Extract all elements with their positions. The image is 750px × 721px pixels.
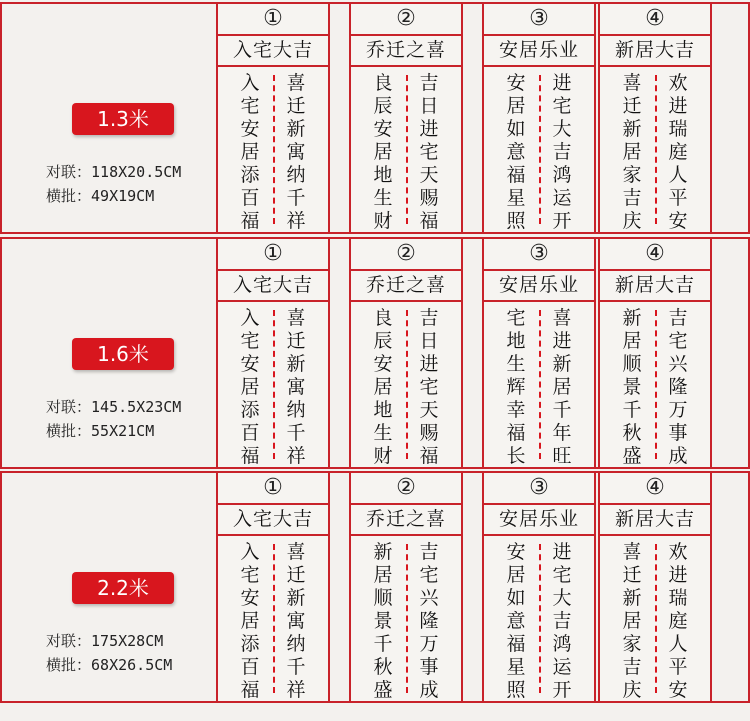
couplet-char: 庆 — [622, 210, 642, 232]
couplet-line-left — [612, 307, 652, 468]
couplet-char: 吉 — [419, 307, 439, 329]
couplet-char: 财 — [373, 210, 393, 232]
dashed-divider — [539, 544, 541, 693]
couplet-char: 入 — [240, 72, 260, 94]
couplet-card — [216, 473, 330, 701]
card-number: ④ — [600, 4, 710, 36]
couplet-char: 庆 — [622, 679, 642, 701]
size-section — [0, 237, 750, 469]
dashed-divider — [655, 310, 657, 459]
couplet-dimension — [46, 161, 181, 182]
couplet-lines — [600, 536, 710, 701]
couplet-char: 福 — [419, 445, 439, 467]
couplet-char: 百 — [240, 656, 260, 678]
couplet-char: 星 — [506, 187, 526, 209]
couplet-char: 良 — [373, 72, 393, 94]
couplet-lines — [484, 536, 594, 701]
couplet-char: 年 — [552, 422, 572, 444]
couplet-char: 安 — [668, 679, 688, 701]
couplet-char: 宅 — [419, 141, 439, 163]
couplet-char: 隆 — [419, 610, 439, 632]
couplet-char: 隆 — [668, 376, 688, 398]
couplet-char: 进 — [419, 353, 439, 375]
couplet-char: 兴 — [419, 587, 439, 609]
couplet-line-left — [363, 72, 403, 233]
couplet-char: 赐 — [419, 422, 439, 444]
card-number: ④ — [600, 473, 710, 505]
card-banner-text: 乔迁之喜 — [351, 271, 461, 302]
couplet-char: 新 — [552, 353, 572, 375]
couplet-char: 成 — [419, 679, 439, 701]
couplet-char: 日 — [419, 95, 439, 117]
couplet-line-right — [658, 541, 698, 702]
couplet-char: 居 — [240, 610, 260, 632]
couplet-char: 进 — [552, 330, 572, 352]
size-info-panel — [2, 239, 214, 467]
couplet-line-left — [363, 541, 403, 702]
couplet-line-right — [542, 307, 582, 468]
couplet-char: 吉 — [419, 72, 439, 94]
couplet-line-left — [496, 72, 536, 233]
couplet-line-left — [496, 307, 536, 468]
couplet-char: 迁 — [286, 95, 306, 117]
dashed-divider — [539, 310, 541, 459]
banner-dimension — [46, 654, 172, 675]
couplet-char: 吉 — [419, 541, 439, 563]
banner-dimension-value: 55X21CM — [91, 422, 155, 440]
couplet-lines — [351, 67, 461, 232]
couplet-char: 福 — [240, 210, 260, 232]
couplet-char: 居 — [506, 95, 526, 117]
couplet-char: 百 — [240, 422, 260, 444]
couplet-char: 迁 — [286, 330, 306, 352]
couplet-line-right — [658, 72, 698, 233]
couplet-char: 喜 — [286, 541, 306, 563]
card-banner-text: 新居大吉 — [600, 36, 710, 67]
couplet-char: 鸿 — [552, 164, 572, 186]
couplet-char: 迁 — [622, 564, 642, 586]
couplet-char: 秋 — [373, 656, 393, 678]
couplet-char: 宅 — [240, 564, 260, 586]
couplet-lines — [218, 302, 328, 467]
couplet-char: 百 — [240, 187, 260, 209]
dashed-divider — [655, 75, 657, 224]
banner-dimension-label: 横批： — [46, 187, 92, 205]
couplet-line-left — [230, 72, 270, 233]
card-banner-text: 入宅大吉 — [218, 36, 328, 67]
couplet-char: 事 — [668, 422, 688, 444]
couplet-char: 辰 — [373, 330, 393, 352]
couplet-char: 照 — [506, 210, 526, 232]
dashed-divider — [655, 544, 657, 693]
couplet-char: 吉 — [552, 610, 572, 632]
dashed-divider — [406, 544, 408, 693]
couplet-char: 事 — [419, 656, 439, 678]
size-badge: 1.6米 — [72, 338, 174, 370]
couplet-char: 照 — [506, 679, 526, 701]
couplet-char: 福 — [506, 422, 526, 444]
couplet-char: 纳 — [286, 164, 306, 186]
couplet-card — [216, 239, 330, 467]
couplet-char: 入 — [240, 307, 260, 329]
couplet-char: 赐 — [419, 187, 439, 209]
couplet-char: 纳 — [286, 399, 306, 421]
couplet-char: 天 — [419, 164, 439, 186]
couplet-char: 安 — [668, 210, 688, 232]
couplet-char: 如 — [506, 118, 526, 140]
couplet-char: 喜 — [622, 72, 642, 94]
couplet-char: 居 — [552, 376, 572, 398]
couplet-card — [349, 473, 463, 701]
size-badge: 2.2米 — [72, 572, 174, 604]
card-number: ③ — [484, 473, 594, 505]
couplet-char: 平 — [668, 187, 688, 209]
couplet-line-left — [363, 307, 403, 468]
couplet-char: 寓 — [286, 610, 306, 632]
couplet-char: 千 — [286, 187, 306, 209]
card-banner-text: 新居大吉 — [600, 505, 710, 536]
size-section — [0, 471, 750, 703]
couplet-char: 宅 — [240, 330, 260, 352]
couplet-char: 安 — [506, 541, 526, 563]
dashed-divider — [406, 75, 408, 224]
couplet-dimension-value: 145.5X23CM — [91, 398, 182, 416]
couplet-char: 天 — [419, 399, 439, 421]
couplet-char: 宅 — [552, 564, 572, 586]
couplet-char: 宅 — [506, 307, 526, 329]
couplet-char: 居 — [373, 376, 393, 398]
couplet-char: 大 — [552, 587, 572, 609]
couplet-char: 鸿 — [552, 633, 572, 655]
couplet-char: 家 — [622, 164, 642, 186]
card-number: ③ — [484, 4, 594, 36]
couplet-char: 意 — [506, 610, 526, 632]
couplet-char: 喜 — [622, 541, 642, 563]
couplet-card — [482, 4, 596, 232]
couplet-lines — [218, 536, 328, 701]
card-number: ① — [218, 4, 328, 36]
couplet-char: 地 — [373, 164, 393, 186]
couplet-char: 千 — [622, 399, 642, 421]
couplet-char: 进 — [552, 541, 572, 563]
couplet-char: 进 — [668, 95, 688, 117]
couplet-lines — [351, 536, 461, 701]
couplet-char: 添 — [240, 633, 260, 655]
couplet-char: 瑞 — [668, 587, 688, 609]
couplet-card — [482, 239, 596, 467]
couplet-char: 宅 — [552, 95, 572, 117]
couplet-lines — [484, 302, 594, 467]
couplet-char: 安 — [506, 72, 526, 94]
couplet-char: 财 — [373, 445, 393, 467]
couplet-char: 宅 — [240, 95, 260, 117]
couplet-char: 宅 — [668, 330, 688, 352]
couplet-char: 居 — [622, 610, 642, 632]
couplet-char: 开 — [552, 210, 572, 232]
couplet-char: 居 — [622, 330, 642, 352]
couplet-char: 安 — [373, 118, 393, 140]
couplet-char: 人 — [668, 633, 688, 655]
couplet-char: 顺 — [373, 587, 393, 609]
couplet-char: 辰 — [373, 95, 393, 117]
couplet-char: 生 — [373, 187, 393, 209]
couplet-char: 生 — [506, 353, 526, 375]
couplet-char: 新 — [286, 118, 306, 140]
couplet-line-right — [409, 541, 449, 702]
couplet-card — [349, 4, 463, 232]
couplet-card — [216, 4, 330, 232]
couplet-char: 新 — [622, 587, 642, 609]
card-banner-text: 安居乐业 — [484, 271, 594, 302]
couplet-char: 日 — [419, 330, 439, 352]
couplet-line-right — [658, 307, 698, 468]
couplet-char: 居 — [622, 141, 642, 163]
couplet-lines — [351, 302, 461, 467]
couplet-dimension-label: 对联： — [46, 632, 92, 650]
banner-dimension-label: 横批： — [46, 422, 92, 440]
couplet-char: 庭 — [668, 141, 688, 163]
couplet-char: 开 — [552, 679, 572, 701]
couplet-char: 盛 — [622, 445, 642, 467]
couplet-char: 旺 — [552, 445, 572, 467]
couplet-line-right — [542, 72, 582, 233]
couplet-char: 辉 — [506, 376, 526, 398]
couplet-char: 添 — [240, 399, 260, 421]
couplet-card — [598, 473, 712, 701]
card-banner-text: 入宅大吉 — [218, 505, 328, 536]
card-banner-text: 乔迁之喜 — [351, 36, 461, 67]
banner-dimension-value: 68X26.5CM — [91, 656, 173, 674]
couplet-line-right — [409, 72, 449, 233]
card-number: ① — [218, 473, 328, 505]
card-number: ② — [351, 239, 461, 271]
couplet-char: 新 — [286, 353, 306, 375]
couplet-char: 欢 — [668, 541, 688, 563]
couplet-dimension-label: 对联： — [46, 163, 92, 181]
couplet-char: 宅 — [419, 564, 439, 586]
couplet-char: 长 — [506, 445, 526, 467]
couplet-char: 吉 — [668, 307, 688, 329]
couplet-card — [598, 239, 712, 467]
couplet-char: 千 — [286, 422, 306, 444]
couplet-lines — [600, 302, 710, 467]
couplet-char: 寓 — [286, 141, 306, 163]
couplet-line-left — [496, 541, 536, 702]
couplet-char: 千 — [286, 656, 306, 678]
couplet-line-right — [276, 307, 316, 468]
couplet-lines — [600, 67, 710, 232]
couplet-char: 喜 — [286, 72, 306, 94]
couplet-char: 地 — [506, 330, 526, 352]
couplet-char: 居 — [373, 564, 393, 586]
couplet-char: 大 — [552, 118, 572, 140]
couplet-char: 福 — [506, 633, 526, 655]
size-badge: 1.3米 — [72, 103, 174, 135]
couplet-char: 安 — [240, 118, 260, 140]
card-banner-text: 安居乐业 — [484, 36, 594, 67]
couplet-card — [598, 4, 712, 232]
couplet-char: 迁 — [286, 564, 306, 586]
couplet-lines — [484, 67, 594, 232]
couplet-char: 福 — [240, 445, 260, 467]
couplet-dimension — [46, 396, 181, 417]
dashed-divider — [406, 310, 408, 459]
dashed-divider — [273, 544, 275, 693]
couplet-char: 瑞 — [668, 118, 688, 140]
couplet-char: 生 — [373, 422, 393, 444]
couplet-char: 顺 — [622, 353, 642, 375]
couplet-char: 安 — [240, 353, 260, 375]
couplet-char: 欢 — [668, 72, 688, 94]
couplet-char: 吉 — [622, 187, 642, 209]
couplet-char: 地 — [373, 399, 393, 421]
couplet-line-right — [409, 307, 449, 468]
size-section — [0, 2, 750, 234]
couplet-char: 成 — [668, 445, 688, 467]
couplet-char: 家 — [622, 633, 642, 655]
card-number: ① — [218, 239, 328, 271]
dashed-divider — [539, 75, 541, 224]
couplet-char: 居 — [240, 376, 260, 398]
couplet-char: 入 — [240, 541, 260, 563]
couplet-char: 安 — [240, 587, 260, 609]
couplet-char: 福 — [419, 210, 439, 232]
couplet-char: 添 — [240, 164, 260, 186]
dashed-divider — [273, 75, 275, 224]
couplet-card — [349, 239, 463, 467]
couplet-char: 新 — [622, 118, 642, 140]
couplet-line-left — [612, 541, 652, 702]
couplet-char: 景 — [622, 376, 642, 398]
couplet-char: 迁 — [622, 95, 642, 117]
couplet-char: 万 — [668, 399, 688, 421]
couplet-char: 纳 — [286, 633, 306, 655]
couplet-char: 居 — [240, 141, 260, 163]
couplet-char: 进 — [419, 118, 439, 140]
banner-dimension-value: 49X19CM — [91, 187, 155, 205]
couplet-char: 新 — [622, 307, 642, 329]
couplet-char: 福 — [506, 164, 526, 186]
card-number: ④ — [600, 239, 710, 271]
couplet-line-right — [276, 541, 316, 702]
couplet-char: 寓 — [286, 376, 306, 398]
couplet-line-left — [230, 541, 270, 702]
card-banner-text: 乔迁之喜 — [351, 505, 461, 536]
couplet-char: 祥 — [286, 679, 306, 701]
couplet-char: 祥 — [286, 445, 306, 467]
couplet-lines — [218, 67, 328, 232]
couplet-dimension — [46, 630, 163, 651]
couplet-char: 福 — [240, 679, 260, 701]
couplet-char: 幸 — [506, 399, 526, 421]
couplet-char: 良 — [373, 307, 393, 329]
couplet-char: 喜 — [552, 307, 572, 329]
couplet-dimension-value: 175X28CM — [91, 632, 164, 650]
couplet-char: 吉 — [552, 141, 572, 163]
couplet-char: 新 — [286, 587, 306, 609]
couplet-char: 千 — [552, 399, 572, 421]
couplet-char: 庭 — [668, 610, 688, 632]
couplet-char: 平 — [668, 656, 688, 678]
couplet-line-left — [612, 72, 652, 233]
couplet-char: 兴 — [668, 353, 688, 375]
couplet-char: 千 — [373, 633, 393, 655]
card-number: ③ — [484, 239, 594, 271]
couplet-char: 运 — [552, 656, 572, 678]
dashed-divider — [273, 310, 275, 459]
couplet-line-right — [542, 541, 582, 702]
couplet-char: 秋 — [622, 422, 642, 444]
couplet-char: 新 — [373, 541, 393, 563]
couplet-char: 意 — [506, 141, 526, 163]
couplet-char: 安 — [373, 353, 393, 375]
couplet-char: 进 — [668, 564, 688, 586]
couplet-char: 进 — [552, 72, 572, 94]
couplet-line-left — [230, 307, 270, 468]
banner-dimension — [46, 420, 154, 441]
couplet-char: 喜 — [286, 307, 306, 329]
couplet-char: 居 — [506, 564, 526, 586]
couplet-card — [482, 473, 596, 701]
card-banner-text: 新居大吉 — [600, 271, 710, 302]
couplet-dimension-label: 对联： — [46, 398, 92, 416]
size-info-panel — [2, 473, 214, 701]
couplet-char: 万 — [419, 633, 439, 655]
banner-dimension-label: 横批： — [46, 656, 92, 674]
couplet-char: 人 — [668, 164, 688, 186]
couplet-char: 运 — [552, 187, 572, 209]
couplet-char: 星 — [506, 656, 526, 678]
couplet-line-right — [276, 72, 316, 233]
couplet-char: 祥 — [286, 210, 306, 232]
couplet-char: 景 — [373, 610, 393, 632]
couplet-char: 如 — [506, 587, 526, 609]
card-banner-text: 入宅大吉 — [218, 271, 328, 302]
couplet-char: 吉 — [622, 656, 642, 678]
card-number: ② — [351, 473, 461, 505]
couplet-dimension-value: 118X20.5CM — [91, 163, 182, 181]
card-banner-text: 安居乐业 — [484, 505, 594, 536]
size-info-panel — [2, 4, 214, 232]
couplet-char: 宅 — [419, 376, 439, 398]
couplet-char: 盛 — [373, 679, 393, 701]
card-number: ② — [351, 4, 461, 36]
banner-dimension — [46, 185, 154, 206]
couplet-char: 居 — [373, 141, 393, 163]
